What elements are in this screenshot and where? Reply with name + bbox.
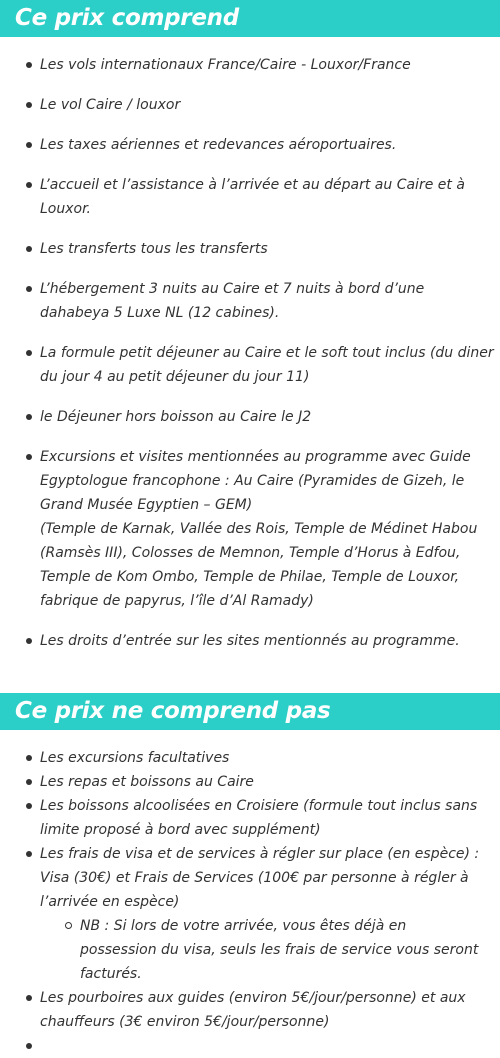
list-item-empty: [0, 1034, 500, 1058]
list-item: Les transferts tous les transferts: [0, 237, 500, 261]
list-item: L’hébergement 3 nuits au Caire et 7 nuits à bord d’une dahabeya 5 Luxe NL (12 cabines).: [0, 277, 500, 325]
includes-title: Ce prix comprend: [0, 0, 500, 37]
visa-sublist: [40, 914, 494, 986]
list-item: La formule petit déjeuner au Caire et le soft tout inclus (du diner du jour 4 au petit déjeuner du jour 11): [0, 341, 500, 389]
list-item: Les excursions facultatives: [0, 746, 500, 770]
visa-text: Les frais de visa et de services à régler sur place (en espèce) : Visa (30€) et Frais de Services (100€ par personne à régler à l’arrivée en espèce): [40, 846, 480, 910]
list-item: Les droits d’entrée sur les sites mentionnés au programme.: [0, 629, 500, 653]
list-item: Les repas et boissons au Caire: [0, 770, 500, 794]
list-item: Les pourboires aux guides (environ 5€/jour/personne) et aux chauffeurs (3€ environ 5€/jour/personne): [0, 986, 500, 1034]
list-item: Le vol Caire / louxor: [0, 93, 500, 117]
list-item-excursions: [0, 445, 500, 613]
includes-list: [0, 37, 500, 653]
excludes-title: Ce prix ne comprend pas: [0, 693, 500, 730]
excursions-cairo-text: Excursions et visites mentionnées au programme avec Guide Egyptologue francophone : Au Caire (Pyramides de Gizeh, le Grand Musée Egyptien – GEM): [40, 449, 471, 513]
list-item: Les boissons alcoolisées en Croisiere (formule tout inclus sans limite proposé à bord avec supplément): [0, 794, 500, 842]
list-item: L’accueil et l’assistance à l’arrivée et au départ au Caire et à Louxor.: [0, 173, 500, 221]
list-item: Les taxes aériennes et redevances aéroportuaires.: [0, 133, 500, 157]
excursions-nile-text: (Temple de Karnak, Vallée des Rois, Temple de Médinet Habou (Ramsès III), Colosses de Memnon, Temple d’Horus à Edfou, Temple de Kom Ombo, Temple de Philae, Temple de Louxor, fabrique de papyrus, l’île d’Al Ramady): [40, 521, 478, 609]
list-item: Les vols internationaux France/Caire - Louxor/France: [0, 53, 500, 77]
excludes-list: [0, 730, 500, 1058]
visa-note: NB : Si lors de votre arrivée, vous êtes déjà en possession du visa, seuls les frais de service vous seront facturés.: [40, 914, 494, 986]
list-item-visa: [0, 842, 500, 986]
excludes-section: [0, 693, 500, 1058]
list-item: le Déjeuner hors boisson au Caire le J2: [0, 405, 500, 429]
